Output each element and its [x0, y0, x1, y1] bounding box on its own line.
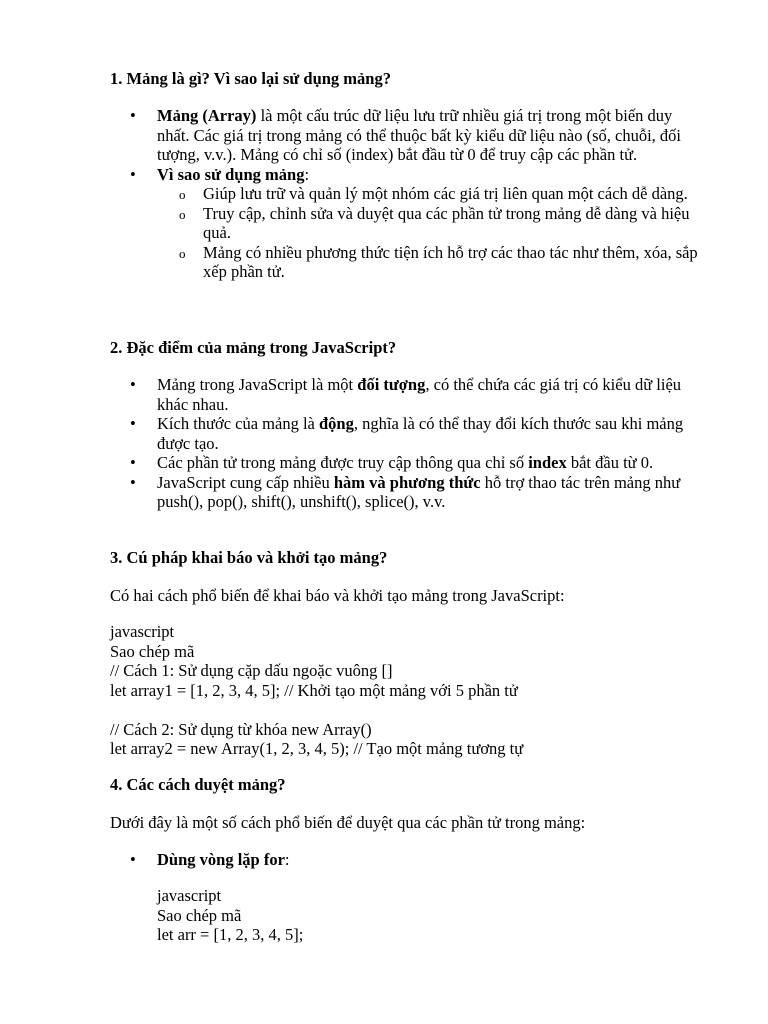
characteristics-list: [110, 375, 700, 512]
list-item: • Các phần tử trong mảng được truy cập thông qua chỉ số index bắt đầu từ 0.: [110, 453, 700, 473]
list-item: • JavaScript cung cấp nhiều hàm và phương thức hỗ trợ thao tác trên mảng như push(), pop(), shift(), unshift(), splice(), v.v.: [110, 473, 700, 512]
list-item: • Vì sao sử dụng mảng: o Giúp lưu trữ và quản lý một nhóm các giá trị liên quan một cách dễ dàng. o Truy cập, chỉnh sửa và duyệt qua các phần tử trong mảng dễ dàng và hiệu quả. o Mảng có nhiều phương thức tiện ích hỗ trợ các thao tác như thêm, xóa, sắp xếp phần tử.: [110, 165, 700, 282]
sub-list-item: o Truy cập, chỉnh sửa và duyệt qua các phần tử trong mảng dễ dàng và hiệu quả.: [157, 204, 700, 243]
array-definition-list: [110, 106, 700, 282]
code-block-declaration: [110, 622, 523, 759]
list-item: • Mảng trong JavaScript là một đối tượng, có thể chứa các giá trị có kiểu dữ liệu khác nhau.: [110, 375, 700, 414]
code-line: let arr = [1, 2, 3, 4, 5];: [157, 925, 304, 944]
heading-iterate-array: 4. Các cách duyệt mảng?: [110, 775, 286, 794]
code-language-label: javascript: [110, 622, 175, 641]
list-item: • Kích thước của mảng là động, nghĩa là có thể thay đổi kích thước sau khi mảng được tạo.: [110, 414, 700, 453]
heading-array-characteristics: 2. Đặc điểm của mảng trong JavaScript?: [110, 338, 397, 357]
code-language-label: javascript: [157, 886, 222, 905]
paragraph-syntax-intro: Có hai cách phổ biến để khai báo và khởi tạo mảng trong JavaScript:: [110, 586, 565, 605]
term-for-loop: Dùng vòng lặp for: [157, 850, 285, 869]
code-line: [110, 700, 523, 720]
sub-list-item: o Mảng có nhiều phương thức tiện ích hỗ trợ các thao tác như thêm, xóa, sắp xếp phần tử.: [157, 243, 700, 282]
list-item: [110, 106, 700, 165]
code-line: // Cách 1: Sử dụng cặp dấu ngoặc vuông []: [110, 661, 393, 680]
copy-code-label: Sao chép mã: [110, 641, 195, 661]
code-line: let array1 = [1, 2, 3, 4, 5]; // Khởi tạo một mảng với 5 phần tử: [110, 680, 518, 700]
iterate-methods-list: [110, 850, 700, 870]
heading-what-is-array: 1. Mảng là gì? Vì sao lại sử dụng mảng?: [110, 69, 391, 88]
term-array: Mảng (Array): [157, 106, 257, 125]
list-item: • Dùng vòng lặp for:: [110, 850, 700, 870]
code-line: let array2 = new Array(1, 2, 3, 4, 5); // Tạo một mảng tương tự: [110, 739, 524, 758]
term-why-use-array: Vì sao sử dụng mảng: [157, 164, 305, 184]
definition-text: là một cấu trúc dữ liệu lưu trữ nhiều giá trị trong một biến duy nhất. Các giá trị trong mảng có thể thuộc bất kỳ kiểu dữ liệu nào (số, chuỗi, đối tượng, v.v.). Mảng có chỉ số (index) bắt đầu từ 0 để truy cập các phần tử.: [157, 106, 681, 164]
reasons-sublist: [157, 184, 700, 282]
code-block-for-loop: [157, 886, 303, 945]
paragraph-iterate-intro: Dưới đây là một số cách phổ biến để duyệt qua các phần tử trong mảng:: [110, 813, 586, 832]
copy-code-label: Sao chép mã: [157, 905, 242, 925]
sub-list-item: o Giúp lưu trữ và quản lý một nhóm các giá trị liên quan một cách dễ dàng.: [157, 184, 700, 204]
code-line: // Cách 2: Sử dụng từ khóa new Array(): [110, 719, 372, 739]
heading-declaration-syntax: 3. Cú pháp khai báo và khởi tạo mảng?: [110, 548, 388, 567]
